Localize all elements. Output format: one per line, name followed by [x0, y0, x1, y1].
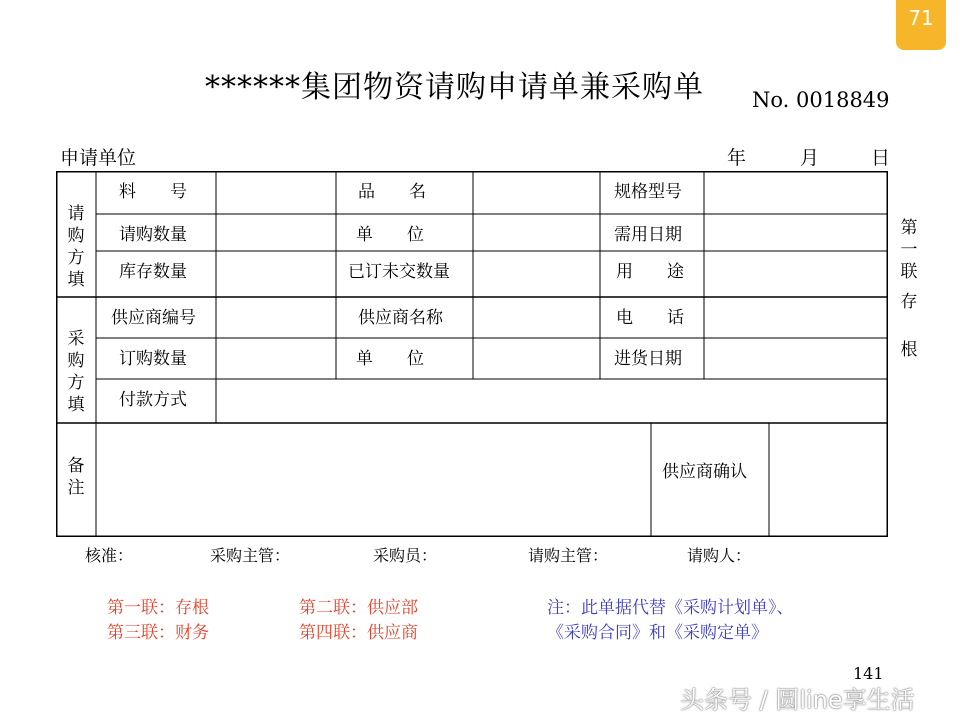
- phone-label: 电 话: [616, 308, 684, 328]
- stock-qty-label: 库存数量: [119, 262, 187, 282]
- supplier-code-label: 供应商编号: [111, 308, 196, 328]
- purchaser-section-char: 填: [67, 395, 85, 415]
- requester-section-char: 购: [67, 226, 85, 246]
- slide-number-badge: 71: [896, 0, 946, 50]
- replacement-note-line2: 《采购合同》和《采购定单》: [547, 623, 768, 643]
- request-manager-signature-label: 请购主管：: [528, 546, 609, 565]
- order-qty-label: 订购数量: [119, 349, 187, 369]
- copy-indicator-label: [899, 217, 919, 361]
- copy-indicator-char: 存: [900, 292, 918, 312]
- copy-indicator-char: 联: [900, 262, 918, 282]
- unit-label: 单 位: [356, 349, 424, 369]
- copy-indicator-char: 根: [900, 340, 918, 360]
- page-number: 141: [853, 664, 884, 683]
- copy-3-note: 第三联：财务: [107, 623, 209, 643]
- replacement-note-line1: 注：此单据代替《采购计划单》、: [547, 598, 794, 618]
- purchaser-section-char: 采: [67, 329, 85, 349]
- payment-method-label: 付款方式: [119, 390, 187, 410]
- year-label: 年: [727, 147, 747, 169]
- applicant-dept-label: 申请单位: [60, 147, 137, 169]
- requester-section-label: [66, 203, 86, 291]
- remarks-section-char: 备: [67, 456, 85, 476]
- remarks-section-char: 注: [67, 478, 85, 498]
- document-number: No. 0018849: [752, 88, 890, 112]
- form-title: ******集团物资请购申请单兼采购单: [205, 70, 704, 105]
- requester-signature-label: 请购人：: [687, 546, 752, 565]
- copy-indicator-char: 一: [900, 240, 918, 260]
- copy-2-note: 第二联：供应部: [299, 598, 418, 618]
- remarks-section-label: [66, 455, 86, 499]
- day-label: 日: [871, 147, 891, 169]
- requester-section-char: 填: [67, 270, 85, 290]
- copy-1-note: 第一联：存根: [107, 598, 209, 618]
- ordered-pending-qty-label: 已订未交数量: [348, 262, 450, 282]
- approve-signature-label: 核准：: [85, 546, 134, 565]
- copy-indicator-char: 第: [900, 218, 918, 238]
- purchaser-section-char: 方: [67, 373, 85, 393]
- purpose-label: 用 途: [616, 262, 684, 282]
- purchaser-section-label: [66, 328, 86, 416]
- need-date-label: 需用日期: [614, 225, 682, 245]
- requisition-form-table: [56, 171, 888, 537]
- watermark-text: 头条号 / 圆line享生活: [680, 686, 915, 714]
- purchase-manager-signature-label: 采购主管：: [210, 546, 291, 565]
- spec-label: 规格型号: [614, 182, 682, 202]
- unit-label: 单 位: [356, 225, 424, 245]
- item-name-label: 品 名: [358, 182, 426, 202]
- supplier-confirm-label: 供应商确认: [662, 462, 747, 482]
- item-no-label: 料 号: [119, 182, 187, 202]
- supplier-name-label: 供应商名称: [358, 308, 443, 328]
- arrival-date-label: 进货日期: [614, 349, 682, 369]
- purchaser-section-char: 购: [67, 351, 85, 371]
- purchaser-signature-label: 采购员：: [373, 546, 438, 565]
- requester-section-char: 请: [67, 204, 85, 224]
- requester-section-char: 方: [67, 248, 85, 268]
- copy-4-note: 第四联：供应商: [299, 623, 418, 643]
- request-qty-label: 请购数量: [119, 225, 187, 245]
- month-label: 月: [800, 147, 820, 169]
